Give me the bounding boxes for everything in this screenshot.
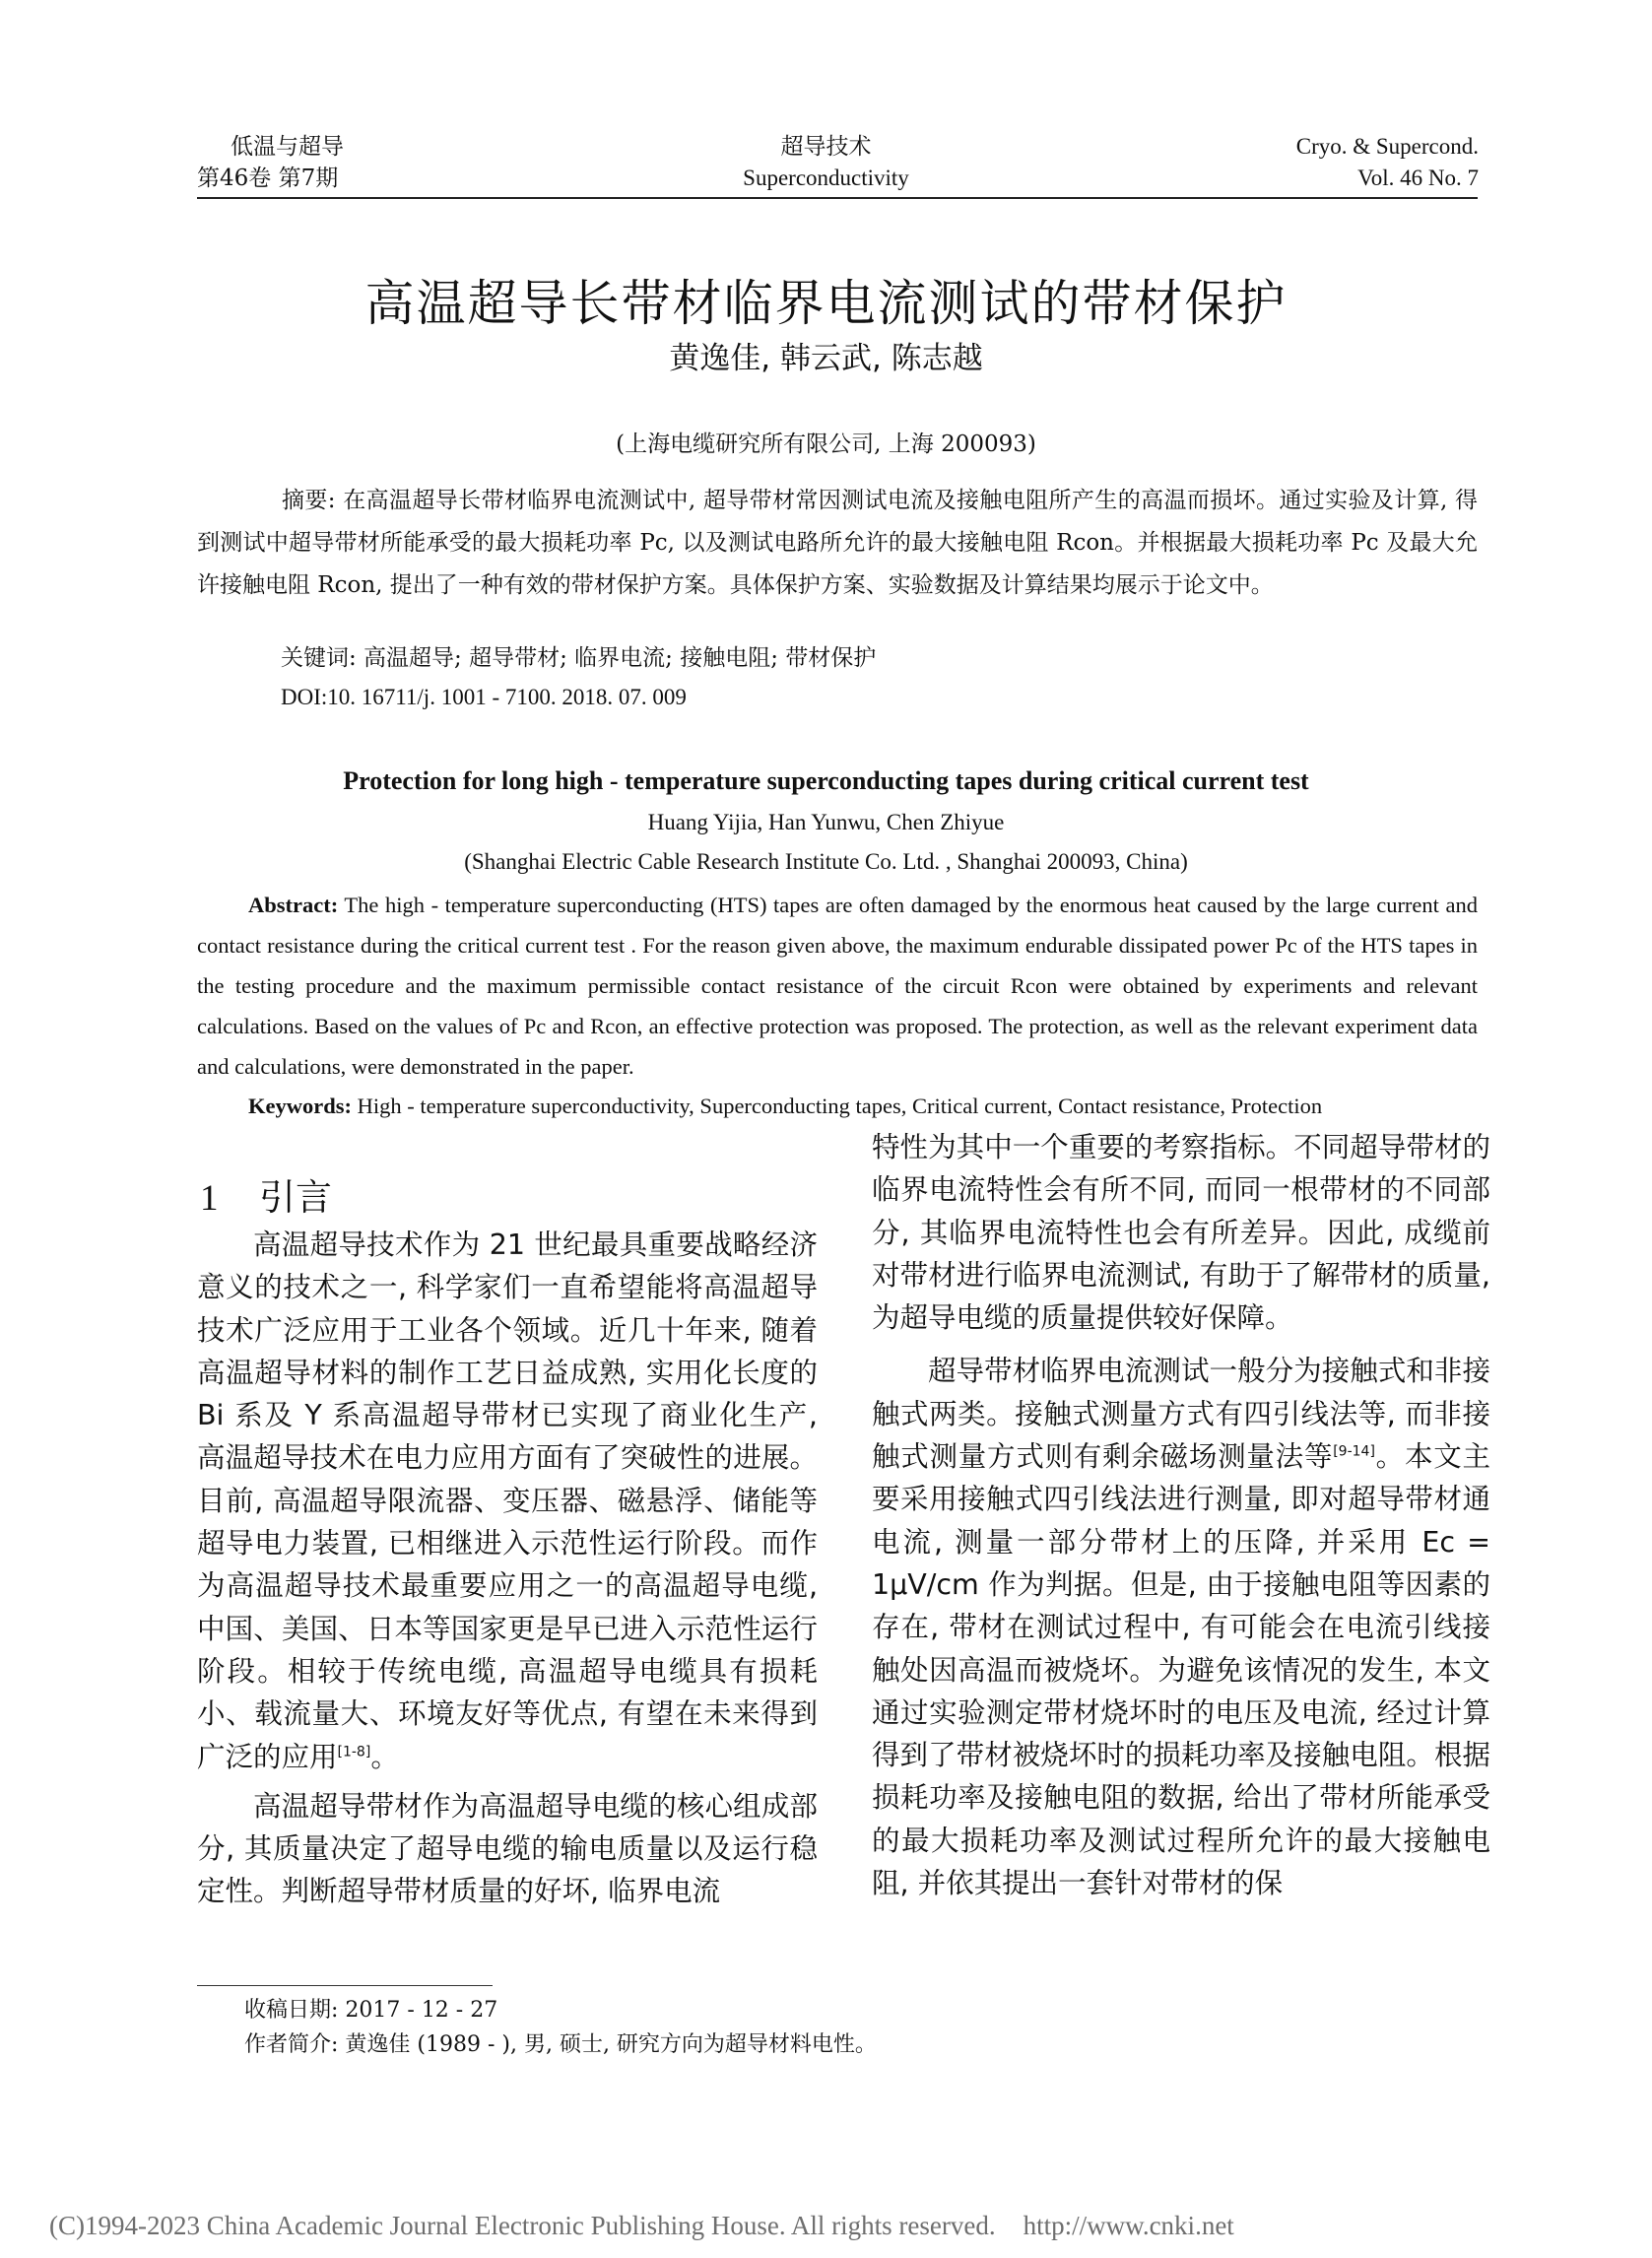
paper-title: 高温超导长带材临界电流测试的带材保护 [364,275,1288,332]
body-column-right [872,1126,1490,1904]
copyright-text: (C)1994-2023 China Academic Journal Electronic Publishing House. All rights reserved. [49,2211,996,2240]
abstract-en [197,885,1478,1087]
doi: DOI:10. 16711/j. 1001 - 7100. 2018. 07. 009 [281,685,687,709]
paragraph-text: 超导带材临界电流测试一般分为接触式和非接触式两类。接触式测量方式有四引线法等, 而非接触式测量方式则有剩余磁场测量法等 [872,1355,1490,1474]
citation: [1-8] [337,1744,371,1760]
section-number: 1 [200,1178,219,1219]
journal-header-right [1296,131,1479,194]
journal-name-cn: 低温与超导 [231,134,344,160]
footnote-rule [197,1985,493,1986]
section-title: 引言 [259,1176,332,1219]
copyright-url: http://www.cnki.net [1023,2211,1234,2240]
keywords-en [248,1089,1322,1124]
body-column-left [197,1224,818,1913]
paragraph-end: 。 [370,1740,399,1773]
abstract-text-en: The high - temperature superconducting (HTS) tapes are often damaged by the enormous heat caused by the large current and contact resistance during the critical current test . For the reason given above, the maximum endurable dissipated power Pc of the HTS tapes in the testing procedure and the maximum permissible contact resistance of the circuit Rcon were obtained by experiments and relevant calculations. Based on the values of Pc and Rcon, an effective protection was proposed. The protection, as well as the relevant experiment data and calculations, were demonstrated in the paper. [197,893,1478,1079]
paragraph: 高温超导带材作为高温超导电缆的核心组成部分, 其质量决定了超导电缆的输电质量以及运行稳定性。判断超导带材质量的好坏, 临界电流 [197,1789,818,1908]
keywords-text-en: High - temperature superconductivity, Superconducting tapes, Critical current, Contact resistance, Protection [352,1094,1323,1118]
citation: [9-14] [1333,1443,1375,1460]
paragraph [197,1224,818,1778]
paragraph [872,1350,1490,1904]
section-heading [200,1167,332,1221]
abstract-cn: 摘要: 在高温超导长带材临界电流测试中, 超导带材常因测试电流及接触电阻所产生的高温而损坏。通过实验及计算, 得到测试中超导带材所能承受的最大损耗功率 Pc, 以及测试电路所允许的最大接触电阻 Rcon。并根据最大损耗功率 Pc 及最大允许接触电阻 Rcon, 提出了一种有效的带材保护方案。具体保护方案、实验数据及计算结果均展示于论文中。 [197,488,1478,598]
paragraph-text-cont: 。本文主要采用接触式四引线法进行测量, 即对超导带材通电流, 测量一部分带材上的压降, 并采用 Ec = 1μV/cm 作为判据。但是, 由于接触电阻等因素的存在, 带材在测试过程中, 有可能会在电流引线接触处因高温而被烧坏。为避免该情况的发生, 本文通过实验测定带材烧坏时的电压及电流, 经过计算得到了带材被烧坏时的损耗功率及接触电阻。根据损耗功率及接触电阻的数据, 给出了带材所能承受的最大损耗功率及测试过程所允许的最大接触电阻, 并依其提出一套针对带材的保 [872,1440,1490,1900]
paper-affiliation: (上海电缆研究所有限公司, 上海 200093) [616,432,1036,457]
paper-affiliation-en: (Shanghai Electric Cable Research Institute Co. Ltd. , Shanghai 200093, China) [464,849,1188,874]
copyright-notice [49,2211,1234,2241]
journal-name-en: Cryo. & Supercond. [1295,134,1479,159]
paper-authors: 黄逸佳, 韩云武, 陈志越 [669,341,983,376]
paper-authors-en: Huang Yijia, Han Yunwu, Chen Zhiyue [647,810,1005,834]
keywords-cn: 关键词: 高温超导; 超导带材; 临界电流; 接触电阻; 带材保护 [281,645,877,671]
section-name-cn: 超导技术 [780,134,872,160]
abstract-label-en: Abstract: [248,893,339,917]
footnote-received: 收稿日期: 2017 - 12 - 27 [244,1998,498,2023]
paper-title-en: Protection for long high - temperature superconducting tapes during critical current test [343,766,1309,795]
section-name-en: Superconductivity [743,166,909,190]
paragraph-text: 高温超导技术作为 21 世纪最具重要战略经济意义的技术之一, 科学家们一直希望能将高温超导技术广泛应用于工业各个领域。近几十年来, 随着高温超导材料的制作工艺日益成熟, 实用化长度的 Bi 系及 Y 系高温超导带材已实现了商业化生产, 高温超导技术在电力应用方面有了突破性的进展。目前, 高温超导限流器、变压器、磁悬浮、储能等超导电力装置, 已相继进入示范性运行阶段。而作为高温超导技术最重要应用之一的高温超导电缆, 中国、美国、日本等国家更是早已进入示范性运行阶段。相较于传统电缆, 高温超导电缆具有损耗小、载流量大、环境友好等优点, 有望在未来得到广泛的应用 [197,1229,818,1773]
volume-issue-cn: 第46卷 第7期 [197,166,339,191]
paragraph: 特性为其中一个重要的考察指标。不同超导带材的临界电流特性会有所不同, 而同一根带材的不同部分, 其临界电流特性也会有所差异。因此, 成缆前对带材进行临界电流测试, 有助于了解带材的质量, 为超导电缆的质量提供较好保障。 [872,1131,1490,1335]
footnote-author-bio: 作者简介: 黄逸佳 (1989 - ), 男, 硕士, 研究方向为超导材料电性。 [244,2032,877,2057]
header-rule [197,197,1478,199]
keywords-label-en: Keywords: [248,1094,352,1118]
volume-issue-en: Vol. 46 No. 7 [1357,166,1479,190]
